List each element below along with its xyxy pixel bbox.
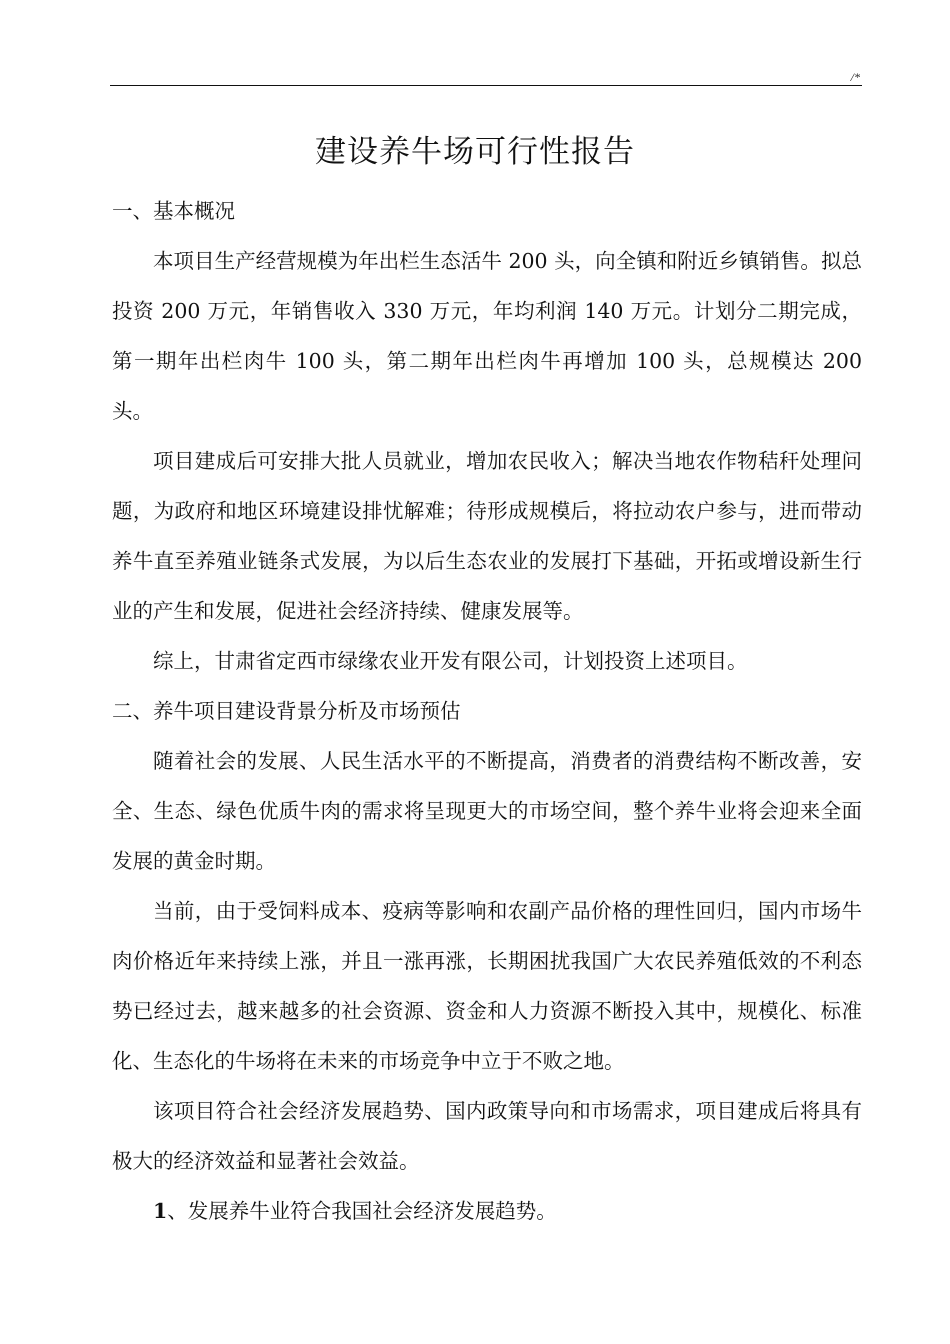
section-heading-basic-overview: 一、基本概况 bbox=[112, 199, 235, 223]
paragraph: 随着社会的发展、人民生活水平的不断提高，消费者的消费结构不断改善，安全、生态、绿色优质牛肉的需求将呈现更大的市场空间，整个养牛业将会迎来全面发展的黄金时期。 bbox=[112, 749, 862, 873]
header-rule bbox=[110, 85, 862, 86]
item-text: 、发展养牛业符合我国社会经济发展趋势。 bbox=[167, 1199, 557, 1223]
numbered-subheading bbox=[112, 1186, 862, 1236]
section-heading-background-analysis: 二、养牛项目建设背景分析及市场预估 bbox=[112, 699, 461, 723]
paragraph: 当前，由于受饲料成本、疫病等影响和农副产品价格的理性回归，国内市场牛肉价格近年来持续上涨，并且一涨再涨，长期困扰我国广大农民养殖低效的不利态势已经过去，越来越多的社会资源、资金和人力资源不断投入其中，规模化、标准化、生态化的牛场将在未来的市场竞争中立于不败之地。 bbox=[112, 899, 862, 1073]
paragraph: 本项目生产经营规模为年出栏生态活牛 200 头，向全镇和附近乡镇销售。拟总投资 200 万元，年销售收入 330 万元，年均利润 140 万元。计划分二期完成，第一期年出栏肉牛 100 头，第二期年出栏肉牛再增加 100 头，总规模达 200 头。 bbox=[112, 249, 862, 423]
paragraph: 综上，甘肃省定西市绿缘农业开发有限公司，计划投资上述项目。 bbox=[153, 649, 748, 673]
paragraph: 项目建成后可安排大批人员就业，增加农民收入；解决当地农作物秸秆处理问题，为政府和地区环境建设排忧解难；待形成规模后，将拉动农户参与，进而带动养牛直至养殖业链条式发展，为以后生态农业的发展打下基础，开拓或增设新生行业的产生和发展，促进社会经济持续、健康发展等。 bbox=[112, 449, 862, 623]
document-body bbox=[112, 186, 862, 1236]
page-header-mark: /* bbox=[850, 70, 860, 84]
item-number: 1 bbox=[153, 1199, 168, 1223]
document-title: 建设养牛场可行性报告 bbox=[315, 134, 635, 170]
paragraph: 该项目符合社会经济发展趋势、国内政策导向和市场需求，项目建成后将具有极大的经济效益和显著社会效益。 bbox=[112, 1099, 862, 1173]
